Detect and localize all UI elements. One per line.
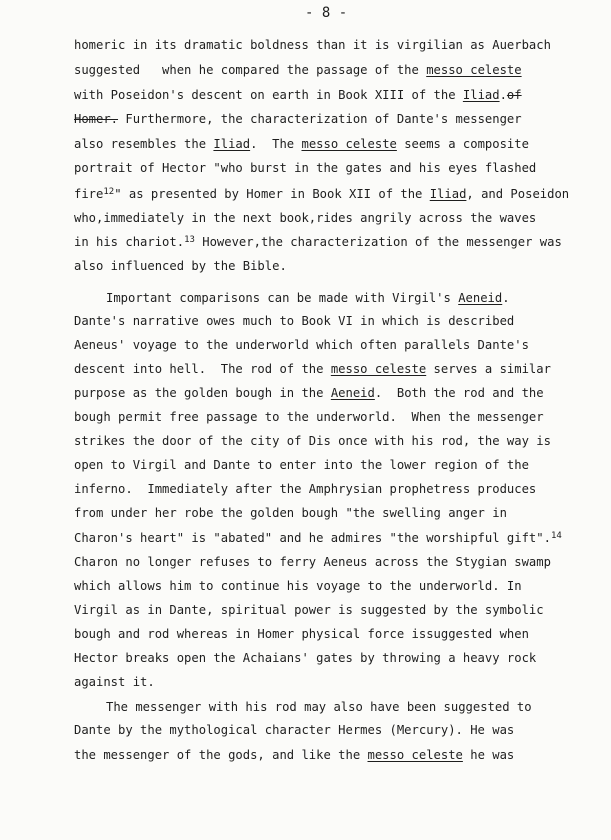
- text-line: [74, 650, 536, 666]
- underlined-title: messo celeste: [426, 63, 522, 77]
- text-run: serves a similar: [426, 362, 551, 376]
- text-run: suggested when he compared the passage of the: [74, 63, 427, 77]
- text-line: [74, 674, 155, 690]
- text-run: also influenced by the Bible.: [74, 259, 287, 273]
- text-run: in his chariot.: [74, 235, 185, 249]
- text-line: [74, 258, 287, 274]
- footnote-marker: 13: [184, 235, 195, 245]
- underlined-title: Aeneid: [458, 291, 503, 305]
- text-run: Virgil as in Dante, spiritual power is suggested by the symbolic: [74, 603, 544, 617]
- text-line: [106, 699, 532, 715]
- underlined-title: Iliad: [213, 137, 251, 151]
- text-run: .: [499, 88, 507, 102]
- struck-out-text: of: [506, 88, 522, 102]
- text-run: which allows him to continue his voyage to the underworld. In: [74, 579, 522, 593]
- text-run: " as presented by Homer in Book XII of the: [114, 187, 430, 201]
- text-run: descent into hell. The rod of the: [74, 362, 331, 376]
- text-run: strikes the door of the city of Dis once with his rod, the way is: [74, 434, 551, 448]
- text-line: [74, 578, 522, 594]
- text-run: Aeneus' voyage to the underworld which often parallels Dante's: [74, 338, 529, 352]
- text-line: [74, 313, 514, 329]
- text-run: the messenger of the gods, and like the: [74, 748, 368, 762]
- text-line: [74, 722, 514, 738]
- page-number: - 8 -: [305, 5, 348, 21]
- footnote-marker: 14: [550, 531, 562, 541]
- footnote-marker: 12: [103, 187, 115, 197]
- text-run: homeric in its dramatic boldness than it is virgilian as Auerbach: [74, 38, 551, 52]
- text-line: [74, 361, 551, 377]
- underlined-title: messo celeste: [330, 362, 427, 376]
- text-run: . The: [250, 137, 302, 151]
- text-line: [74, 87, 522, 103]
- text-line: [74, 626, 529, 642]
- text-line: [74, 337, 529, 353]
- text-run: , and Poseidon: [466, 187, 570, 201]
- underlined-title: Aeneid: [330, 386, 375, 400]
- text-line: [74, 385, 544, 401]
- text-run: portrait of Hector "who burst in the gates and his eyes flashed: [74, 161, 537, 175]
- text-run: inferno. Immediately after the Amphrysian prophetress produces: [74, 482, 537, 496]
- text-run: bough and rod whereas in Homer physical force issuggested when: [74, 627, 529, 641]
- text-run: Dante by the mythological character Hermes (Mercury). He was: [74, 723, 515, 737]
- text-run: he was: [462, 748, 515, 762]
- text-line: [74, 747, 514, 763]
- text-run: Important comparisons can be made with Virgil's: [106, 291, 459, 305]
- underlined-title: messo celeste: [367, 748, 463, 762]
- text-run: Furthermore, the characterization of Dante's messenger: [118, 112, 522, 126]
- text-run: who,immediately in the next book,rides angrily across the waves: [74, 211, 537, 225]
- text-run: However,the characterization of the messenger was: [194, 235, 562, 249]
- text-line: [74, 37, 551, 53]
- text-line: [74, 136, 529, 152]
- text-line: [74, 481, 536, 497]
- text-run: fire: [74, 187, 104, 201]
- text-run: Charon no longer refuses to ferry Aeneus across the Stygian swamp: [74, 555, 551, 569]
- text-run: seems a composite: [396, 137, 529, 151]
- text-line: [74, 530, 562, 546]
- underlined-title: Iliad: [462, 88, 500, 102]
- text-line: [74, 160, 536, 176]
- struck-out-text: Homer.: [74, 112, 119, 126]
- text-line: [74, 433, 551, 449]
- text-run: against it.: [74, 675, 155, 689]
- text-run: bough permit free passage to the underworld. When the messenger: [74, 410, 544, 424]
- text-run: also resembles the: [74, 137, 214, 151]
- text-run: with Poseidon's descent on earth in Book XIII of the: [74, 88, 463, 102]
- text-line: [74, 186, 569, 202]
- text-line: [106, 290, 510, 306]
- text-run: Hector breaks open the Achaians' gates by throwing a heavy rock: [74, 651, 537, 665]
- text-line: [74, 409, 544, 425]
- text-line: [74, 602, 544, 618]
- text-line: [74, 505, 507, 521]
- text-line: [74, 111, 522, 127]
- text-run: purpose as the golden bough in the: [74, 386, 331, 400]
- text-run: . Both the rod and the: [374, 386, 544, 400]
- text-run: .: [502, 291, 510, 305]
- text-line: [74, 554, 551, 570]
- text-line: [74, 234, 562, 250]
- text-run: open to Virgil and Dante to enter into the lower region of the: [74, 458, 529, 472]
- text-line: [74, 210, 536, 226]
- underlined-title: messo celeste: [301, 137, 397, 151]
- text-run: Charon's heart" is "abated" and he admires "the worshipful gift".: [74, 531, 551, 545]
- text-line: [74, 457, 529, 473]
- underlined-title: Iliad: [429, 187, 467, 201]
- text-run: from under her robe the golden bough "the swelling anger in: [74, 506, 507, 520]
- text-run: The messenger with his rod may also have been suggested to: [106, 700, 532, 714]
- text-line: [74, 62, 522, 78]
- text-run: Dante's narrative owes much to Book VI in which is described: [74, 314, 515, 328]
